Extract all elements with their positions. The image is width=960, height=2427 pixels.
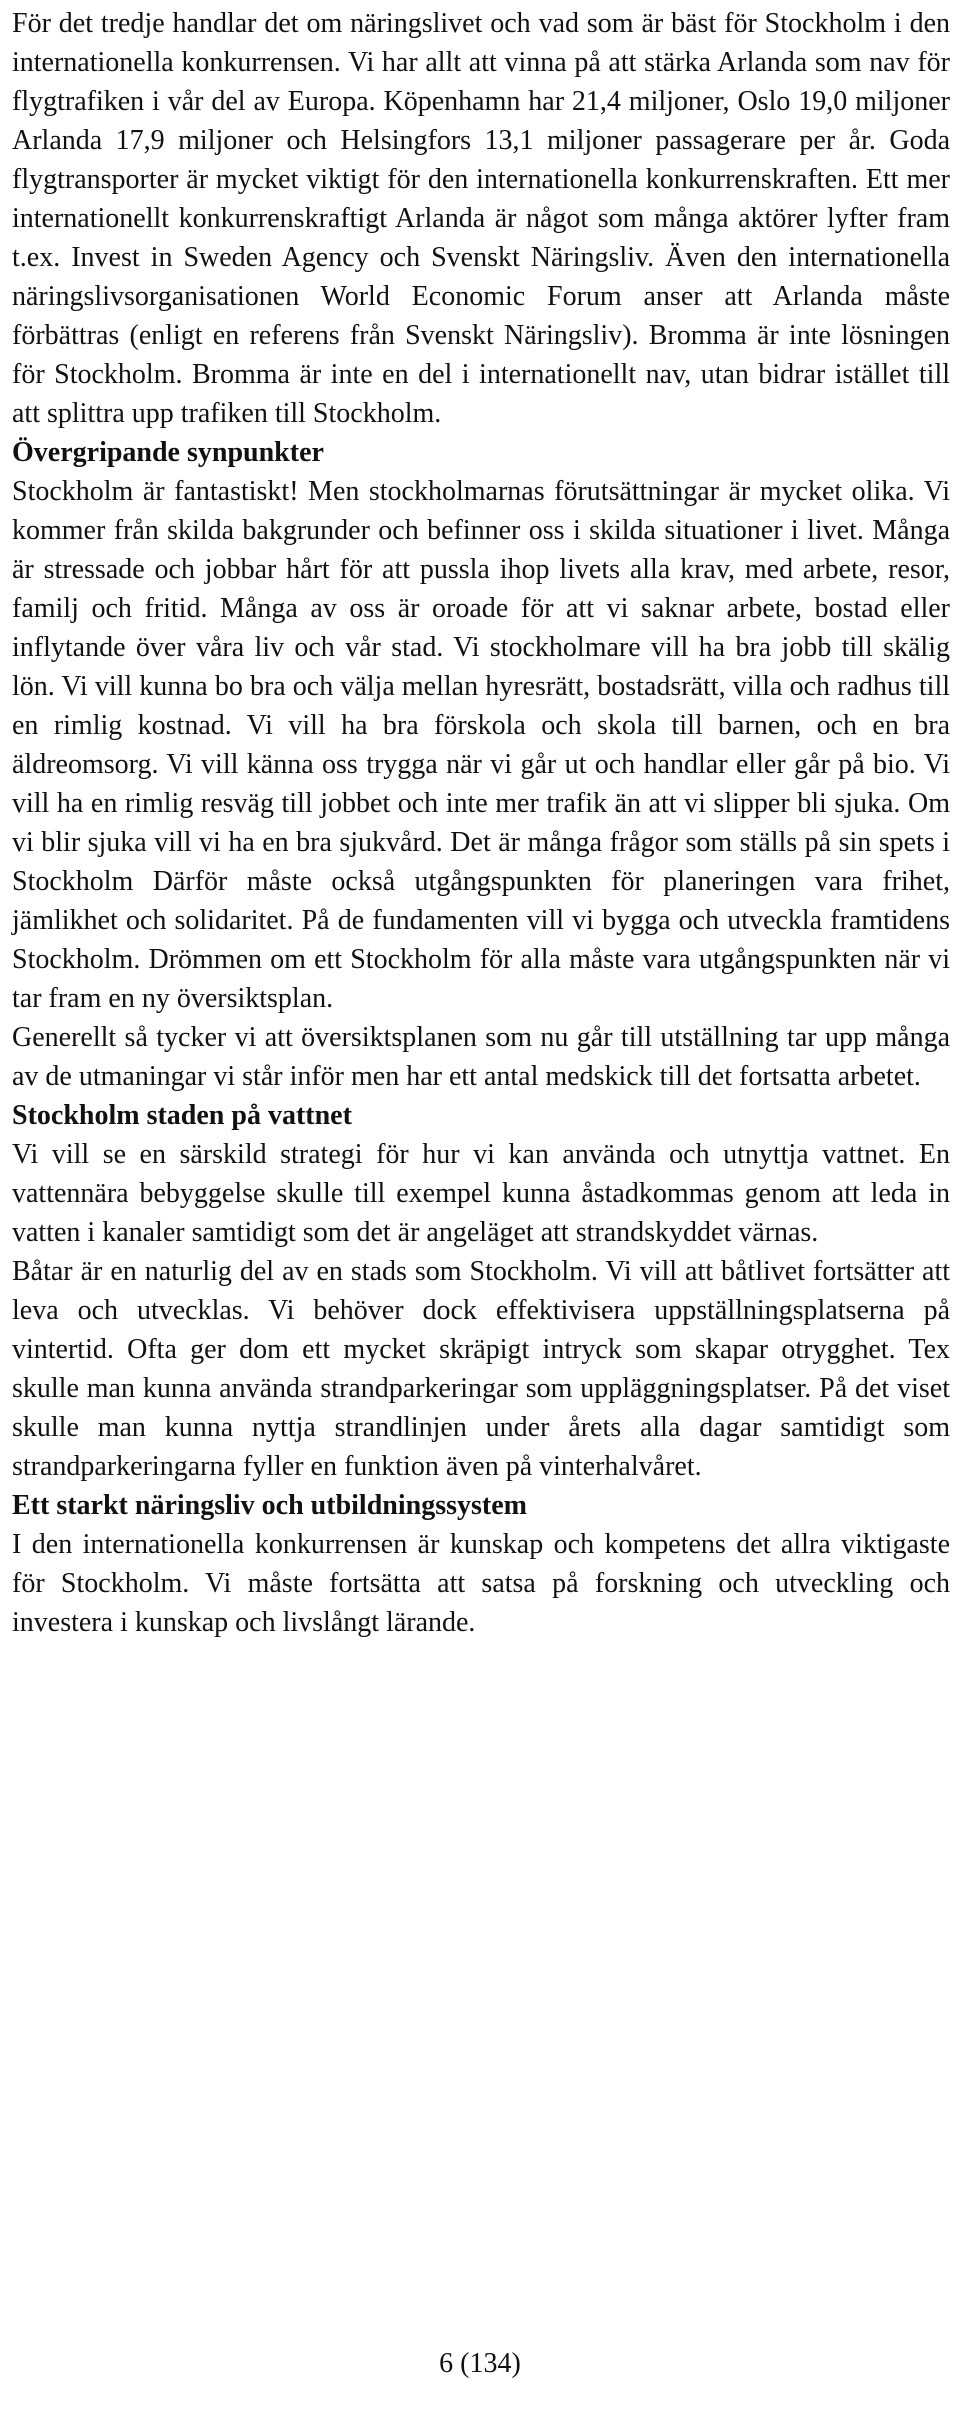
section-paragraph: Vi vill se en särskild strategi för hur vi kan använda och utnyttja vattnet. En vattennära bebyggelse skulle till exempel kunna åstadkommas genom att leda in vatten i kanaler samtidigt som det är angeläget att strandskyddet värnas. <box>12 1139 950 1248</box>
document-body <box>12 4 950 1642</box>
section-heading-vattnet: Stockholm staden på vattnet <box>12 1100 352 1131</box>
section-heading-overgripande: Övergripande synpunkter <box>12 437 324 468</box>
page-number: 6 (134) <box>439 2348 521 2379</box>
section-paragraph: Generellt så tycker vi att översiktsplanen som nu går till utställning tar upp många av de utmaningar vi står inför men har ett antal medskick till det fortsatta arbetet. <box>12 1022 950 1092</box>
intro-paragraph: För det tredje handlar det om näringslivet och vad som är bäst för Stockholm i den internationella konkurrensen. Vi har allt att vinna på att stärka Arlanda som nav för flygtrafiken i vår del av Europa. Köpenhamn har 21,4 miljoner, Oslo 19,0 miljoner Arlanda 17,9 miljoner och Helsingfors 13,1 miljoner passagerare per år. Goda flygtransporter är mycket viktigt för den internationella konkurrenskraften. Ett mer internationellt konkurrenskraftigt Arlanda är något som många aktörer lyfter fram t.ex. Invest in Sweden Agency och Svenskt Näringsliv. Även den internationella näringslivsorganisationen World Economic Forum anser att Arlanda måste förbättras (enligt en referens från Svenskt Näringsliv). Bromma är inte lösningen för Stockholm. Bromma är inte en del i internationellt nav, utan bidrar istället till att splittra upp trafiken till Stockholm. <box>12 8 950 429</box>
section-paragraph: Stockholm är fantastiskt! Men stockholmarnas förutsättningar är mycket olika. Vi kommer från skilda bakgrunder och befinner oss i skilda situationer i livet. Många är stressade och jobbar hårt för att pussla ihop livets alla krav, med arbete, resor, familj och fritid. Många av oss är oroade för att vi saknar arbete, bostad eller inflytande över våra liv och vår stad. Vi stockholmare vill ha bra jobb till skälig lön. Vi vill kunna bo bra och välja mellan hyresrätt, bostadsrätt, villa och radhus till en rimlig kostnad. Vi vill ha bra förskola och skola till barnen, och en bra äldreomsorg. Vi vill känna oss trygga när vi går ut och handlar eller går på bio. Vi vill ha en rimlig resväg till jobbet och inte mer trafik än att vi slipper bli sjuka. Om vi blir sjuka vill vi ha en bra sjukvård. Det är många frågor som ställs på sin spets i Stockholm Därför måste också utgångspunkten för planeringen vara frihet, jämlikhet och solidaritet. På de fundamenten vill vi bygga och utveckla framtidens Stockholm. Drömmen om ett Stockholm för alla måste vara utgångspunkten när vi tar fram en ny översiktsplan. <box>12 476 950 1014</box>
section-paragraph: I den internationella konkurrensen är kunskap och kompetens det allra viktigaste för Stockholm. Vi måste fortsätta att satsa på forskning och utveckling och investera i kunskap och livslångt lärande. <box>12 1529 950 1638</box>
section-heading-naringsliv: Ett starkt näringsliv och utbildningssystem <box>12 1490 527 1521</box>
section-paragraph: Båtar är en naturlig del av en stads som Stockholm. Vi vill att båtlivet fortsätter att leva och utvecklas. Vi behöver dock effektivisera uppställningsplatserna på vintertid. Ofta ger dom ett mycket skräpigt intryck som skapar otrygghet. Tex skulle man kunna använda strandparkeringar som uppläggningsplatser. På det viset skulle man kunna nyttja strandlinjen under årets alla dagar samtidigt som strandparkeringarna fyller en funktion även på vinterhalvåret. <box>12 1256 950 1482</box>
